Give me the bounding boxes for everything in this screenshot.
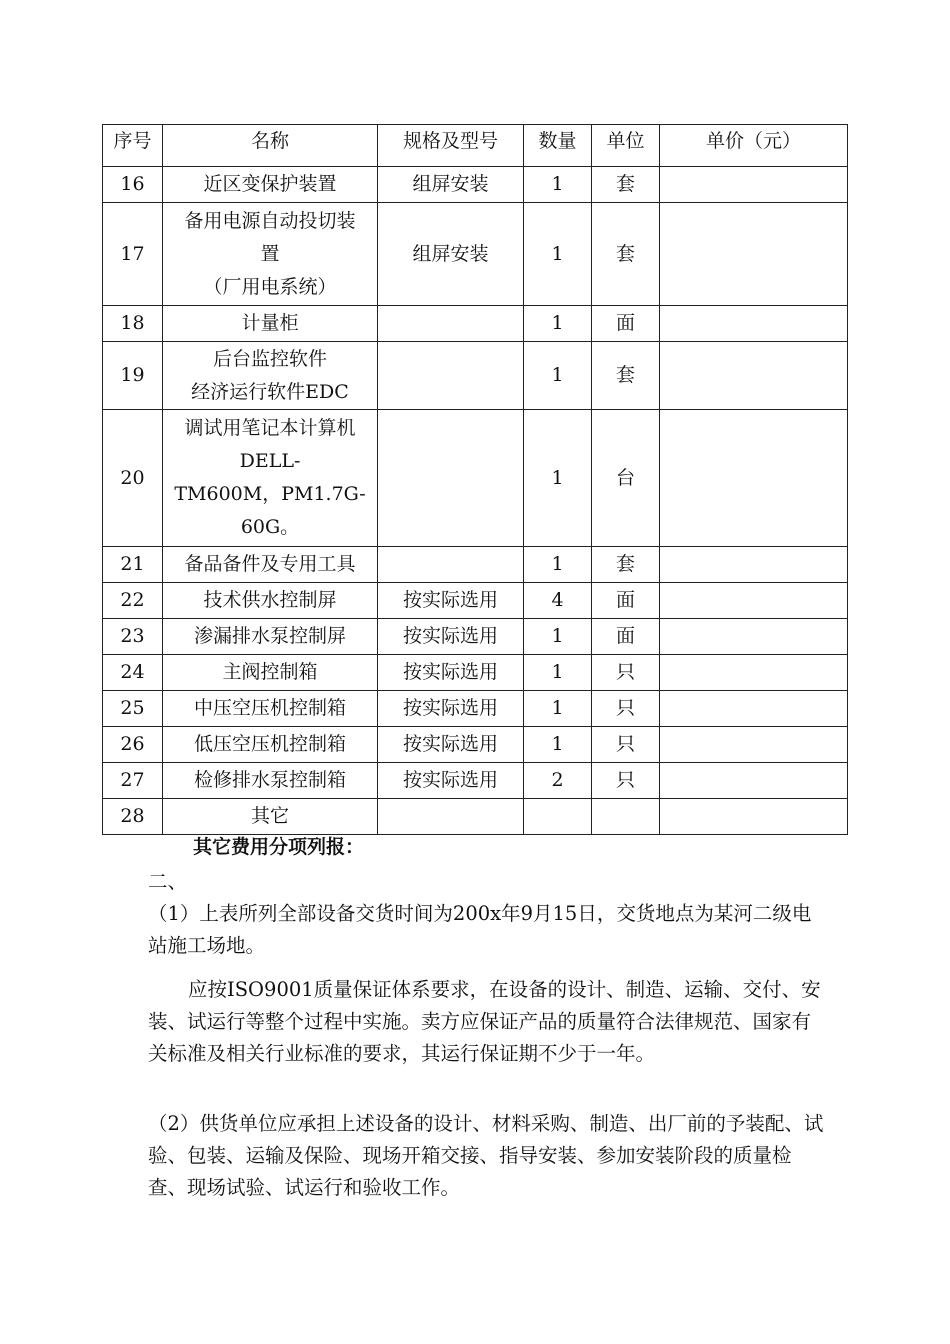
cell-name-line: 检修排水泵控制箱 — [193, 769, 346, 791]
cell-name-line: 备用电源自动投切装 — [184, 209, 356, 232]
cell-unit: 只 — [592, 763, 660, 799]
table-row — [103, 342, 848, 410]
cell-unit: 面 — [592, 306, 660, 342]
cell-no: 21 — [103, 547, 163, 583]
cell-unit: 只 — [592, 691, 660, 727]
cell-name-line: 中压空压机控制箱 — [193, 697, 346, 719]
cell-unit: 面 — [592, 619, 660, 655]
cell-price — [660, 655, 848, 691]
cell-name-line: 技术供水控制屏 — [203, 589, 337, 611]
cell-unit: 套 — [592, 203, 660, 306]
cell-price — [660, 410, 848, 547]
cell-spec: 按实际选用 — [378, 583, 524, 619]
cell-qty: 1 — [524, 727, 592, 763]
cell-price — [660, 203, 848, 306]
cell-qty: 1 — [524, 410, 592, 547]
section-number: 二、 — [148, 870, 188, 893]
table-row — [103, 583, 848, 619]
cell-spec: 组屏安装 — [378, 167, 524, 203]
cell-name-line: 低压空压机控制箱 — [193, 733, 346, 755]
cell-qty: 1 — [524, 203, 592, 306]
header-qty: 数量 — [524, 125, 592, 167]
cell-name-line: DELL- — [239, 450, 301, 472]
cell-name-line: 后台监控软件 — [212, 347, 327, 370]
header-spec: 规格及型号 — [378, 125, 524, 167]
cell-spec: 按实际选用 — [378, 691, 524, 727]
cell-qty: 1 — [524, 619, 592, 655]
header-no: 序号 — [103, 125, 163, 167]
cell-name-line: 主阀控制箱 — [222, 661, 318, 683]
table-row — [103, 203, 848, 306]
cell-name — [163, 306, 378, 342]
cell-unit: 面 — [592, 583, 660, 619]
cell-name-line: 调试用笔记本计算机 — [184, 417, 356, 439]
cell-name-line: TM600M，PM1.7G- — [174, 483, 366, 505]
cell-price — [660, 799, 848, 835]
cell-name — [163, 342, 378, 410]
cell-name-line: 计量柜 — [241, 312, 299, 334]
cell-name — [163, 410, 378, 547]
cell-name — [163, 763, 378, 799]
table-row — [103, 799, 848, 835]
cell-no: 17 — [103, 203, 163, 306]
cell-qty: 2 — [524, 763, 592, 799]
cell-name-line: 备品备件及专用工具 — [184, 553, 356, 575]
cell-qty: 1 — [524, 655, 592, 691]
cell-name — [163, 167, 378, 203]
cell-spec — [378, 547, 524, 583]
table-row — [103, 410, 848, 547]
cell-name-line: 60G。 — [240, 516, 300, 538]
cell-unit: 套 — [592, 167, 660, 203]
cell-qty: 1 — [524, 691, 592, 727]
paragraph-quality: 应按ISO9001质量保证体系要求，在设备的设计、制造、运输、交付、安装、试运行等整个过程中实施。卖方应保证产品的质量符合法律规范、国家有关标准及相关行业标准的要求，其运行保证期不少于一年。 — [148, 978, 821, 1065]
cell-no: 25 — [103, 691, 163, 727]
cell-no: 27 — [103, 763, 163, 799]
cell-qty: 1 — [524, 167, 592, 203]
cell-price — [660, 727, 848, 763]
table-body — [103, 167, 848, 835]
table-row — [103, 167, 848, 203]
table-row — [103, 691, 848, 727]
table-row — [103, 306, 848, 342]
cell-name-line: 渗漏排水泵控制屏 — [193, 625, 346, 647]
cell-unit: 台 — [592, 410, 660, 547]
cell-price — [660, 342, 848, 410]
cell-no: 24 — [103, 655, 163, 691]
cell-name-line: 置 — [260, 242, 280, 265]
cell-spec — [378, 799, 524, 835]
cell-name-line: 近区变保护装置 — [203, 173, 337, 195]
cell-unit — [592, 799, 660, 835]
cell-no: 16 — [103, 167, 163, 203]
cell-name — [163, 619, 378, 655]
table-row — [103, 727, 848, 763]
cell-qty: 4 — [524, 583, 592, 619]
cell-price — [660, 619, 848, 655]
table-row — [103, 547, 848, 583]
cell-price — [660, 306, 848, 342]
cell-qty: 1 — [524, 306, 592, 342]
cell-name-line: 其它 — [250, 805, 289, 827]
cell-unit: 只 — [592, 727, 660, 763]
cell-qty: 1 — [524, 547, 592, 583]
cell-price — [660, 547, 848, 583]
cell-name — [163, 203, 378, 306]
cell-name — [163, 799, 378, 835]
cell-unit: 套 — [592, 342, 660, 410]
cell-price — [660, 763, 848, 799]
cell-unit: 只 — [592, 655, 660, 691]
cell-no: 23 — [103, 619, 163, 655]
cell-no: 18 — [103, 306, 163, 342]
cell-no: 20 — [103, 410, 163, 547]
cell-spec — [378, 342, 524, 410]
cell-name — [163, 691, 378, 727]
cell-spec: 按实际选用 — [378, 619, 524, 655]
cell-name — [163, 583, 378, 619]
header-unit: 单位 — [592, 125, 660, 167]
table-header-row — [103, 125, 848, 167]
cell-no: 28 — [103, 799, 163, 835]
other-fees-title: 其它费用分项列报： — [193, 836, 365, 858]
cell-spec: 按实际选用 — [378, 727, 524, 763]
cell-name — [163, 655, 378, 691]
paragraph-supplier-duties: （2）供货单位应承担上述设备的设计、材料采购、制造、出厂前的予装配、试验、包装、运输及保险、现场开箱交接、指导安装、参加安装阶段的质量检查、现场试验、试运行和验收工作。 — [148, 1112, 824, 1199]
cell-spec: 按实际选用 — [378, 763, 524, 799]
cell-spec — [378, 410, 524, 547]
cell-spec: 按实际选用 — [378, 655, 524, 691]
table-row — [103, 619, 848, 655]
equipment-table — [102, 124, 848, 835]
table-row — [103, 655, 848, 691]
cell-price — [660, 583, 848, 619]
cell-spec — [378, 306, 524, 342]
header-name: 名称 — [163, 125, 378, 167]
cell-name — [163, 547, 378, 583]
cell-unit: 套 — [592, 547, 660, 583]
cell-qty — [524, 799, 592, 835]
cell-spec: 组屏安装 — [378, 203, 524, 306]
cell-qty: 1 — [524, 342, 592, 410]
cell-name — [163, 727, 378, 763]
cell-no: 22 — [103, 583, 163, 619]
cell-name-line: 经济运行软件EDC — [191, 380, 349, 403]
cell-price — [660, 167, 848, 203]
cell-price — [660, 691, 848, 727]
header-price: 单价（元） — [660, 125, 848, 167]
cell-no: 19 — [103, 342, 163, 410]
cell-no: 26 — [103, 727, 163, 763]
table-row — [103, 763, 848, 799]
cell-name-line: （厂用电系统） — [203, 275, 337, 298]
paragraph-delivery: （1）上表所列全部设备交货时间为200x年9月15日，交货地点为某河二级电站施工场地。 — [148, 902, 812, 957]
